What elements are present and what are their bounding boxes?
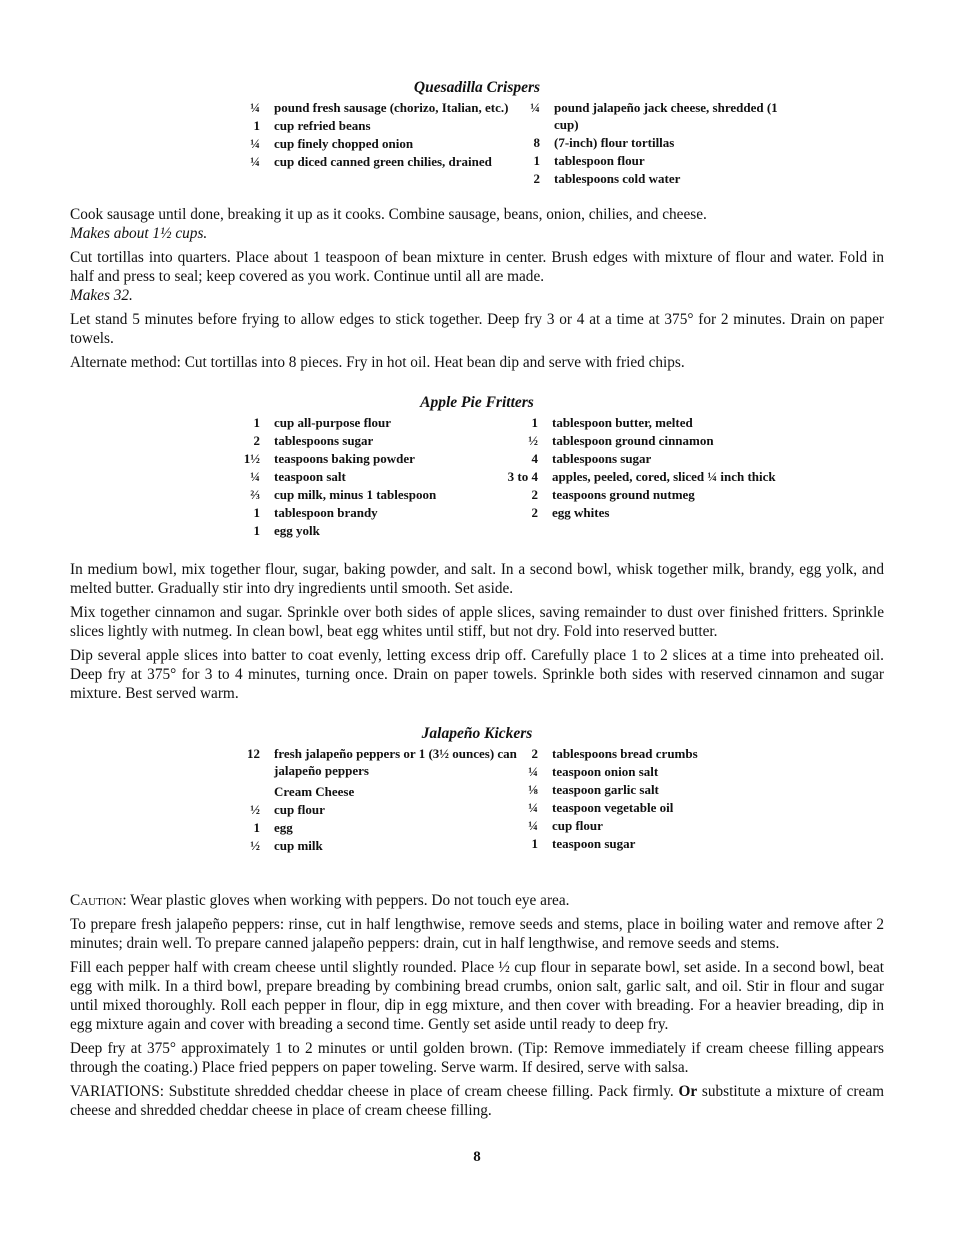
ingredient-quantity: ¼ (530, 100, 540, 115)
ingredient-item (498, 764, 798, 781)
instruction-text: Dip several apple slices into batter to coat evenly, letting excess drip off. Carefully place 1 to 2 slices at a time into preheated oil. Deep fry at 375° for 3 to 4 minutes, turning once. Drain on paper towels. Sprinkle both sides with reserved cinnamon and sugar mixture. Best served warm. (70, 647, 884, 702)
ingredient-text: cup all-purpose flour (274, 415, 392, 430)
variations-paragraph (70, 1082, 884, 1120)
ingredient-text: teaspoon vegetable oil (552, 800, 674, 815)
recipe-jalapeno-kickers (70, 724, 885, 1119)
ingredient-text: tablespoon ground cinnamon (552, 433, 714, 448)
ingredient-quantity: 2 (531, 746, 538, 761)
caution-label: Caution: (70, 892, 127, 909)
ingredient-item (498, 487, 798, 504)
instruction-paragraph (70, 603, 884, 641)
ingredient-text: teaspoons ground nutmeg (552, 487, 695, 502)
ingredient-column-right (500, 100, 800, 189)
ingredient-text: teaspoon salt (274, 469, 346, 484)
ingredient-item (220, 820, 520, 837)
ingredient-text: cup finely chopped onion (274, 136, 414, 151)
ingredient-text: (7-inch) flour tortillas (554, 134, 675, 150)
instruction-text: To prepare fresh jalapeño peppers: rinse, cut in half lengthwise, remove seeds and stems, place in boiling water and remove after 2 minutes; drain well. To prepare canned jalapeño peppers: drain, cut in half lengthwise, and remove seeds and stems. (70, 916, 884, 952)
ingredient-item (220, 433, 520, 450)
ingredient-item (220, 451, 520, 468)
ingredient-quantity: ¼ (528, 818, 538, 833)
instruction-text: Cook sausage until done, breaking it up as it cooks. Combine sausage, beans, onion, chilies, and cheese. (70, 206, 707, 223)
instruction-paragraph (70, 560, 884, 598)
instruction-text: Mix together cinnamon and sugar. Sprinkle over both sides of apple slices, saving remainder to dust over finished fritters. Sprinkle slices lightly with nutmeg. In clean bowl, beat egg whites until stiff, but not dry. Fold into reserved butter. (70, 604, 884, 640)
ingredient-list (70, 100, 884, 218)
instruction-text: Fill each pepper half with cream cheese until slightly rounded. Place ½ cup flour in separate bowl, set aside. In a second bowl, beat egg with milk. In a third bowl, prepare breading by combining bread crumbs, onion salt, garlic salt, and oil. Stir in flour and sugar until mixed thoroughly. Roll each pepper in flour, dip in egg mixture, and then cover with breading. For a heavier breading, dip in egg mixture again and cover with breading a second time. Gently set aside until ready to deep fry. (70, 959, 884, 1033)
ingredient-column-left (220, 746, 520, 856)
instruction-paragraph (70, 205, 884, 243)
ingredient-text: pound jalapeño jack cheese, shredded (1 cup) (554, 100, 778, 132)
ingredient-item (220, 118, 520, 135)
ingredient-text: tablespoons bread crumbs (552, 746, 698, 761)
instructions (70, 891, 884, 1125)
ingredient-quantity: ½ (250, 838, 260, 853)
ingredient-column-right (498, 746, 798, 854)
recipe-title: Jalapeño Kickers (421, 725, 533, 742)
ingredient-item (498, 505, 798, 522)
ingredient-text: cup flour (274, 802, 325, 817)
ingredient-quantity: ½ (528, 433, 538, 448)
yield-note: Makes 32. (70, 287, 133, 304)
ingredient-item (498, 469, 798, 486)
ingredient-quantity: ¼ (250, 154, 260, 169)
ingredient-item (498, 800, 798, 817)
ingredient-text: cup refried beans (274, 118, 371, 133)
recipe-title: Apple Pie Fritters (420, 394, 534, 411)
yield-note: Makes about 1½ cups. (70, 225, 208, 242)
ingredient-item (220, 100, 520, 117)
ingredient-quantity: 8 (533, 134, 540, 150)
ingredient-item (220, 154, 520, 171)
ingredient-quantity: 1 (253, 820, 260, 835)
instruction-paragraph (70, 646, 884, 703)
instructions (70, 560, 884, 708)
recipe-quesadilla-crispers (70, 78, 884, 371)
ingredient-item (498, 746, 798, 763)
ingredient-item (498, 433, 798, 450)
ingredient-list (70, 415, 884, 565)
ingredient-text: tablespoon brandy (274, 505, 378, 520)
ingredient-text: teaspoon garlic salt (552, 782, 659, 797)
ingredient-item (220, 415, 520, 432)
instruction-text: Deep fry at 375° approximately 1 to 2 minutes or until golden brown. (Tip: Remove immediately if cream cheese filling appears through the coating.) Place fried peppers on paper toweling. Serve warm. If desired, serve with salsa. (70, 1040, 884, 1076)
instruction-paragraph (70, 915, 884, 953)
ingredient-item (498, 836, 798, 853)
instruction-paragraph (70, 353, 884, 372)
instruction-text: Let stand 5 minutes before frying to allow edges to stick together. Deep fry 3 or 4 at a time at 375° for 2 minutes. Drain on paper towels. (70, 311, 884, 347)
ingredient-text: egg (274, 820, 293, 835)
recipe-title: Quesadilla Crispers (413, 79, 541, 96)
ingredient-quantity: 1 (253, 505, 260, 520)
ingredient-item (500, 100, 800, 133)
ingredient-text: tablespoons sugar (274, 433, 374, 448)
ingredient-list (70, 746, 884, 896)
ingredient-column-left (220, 415, 520, 541)
ingredient-quantity: ¼ (528, 800, 538, 815)
ingredient-item (220, 136, 520, 153)
ingredient-quantity: 1½ (243, 451, 260, 466)
ingredient-quantity: 1 (253, 118, 260, 133)
instruction-paragraph (70, 1039, 884, 1077)
ingredient-text: tablespoon butter, melted (552, 415, 693, 430)
ingredient-text: tablespoons sugar (552, 451, 652, 466)
ingredient-item (220, 487, 520, 504)
ingredient-text: egg yolk (274, 523, 320, 538)
caution-text: Wear plastic gloves when working with peppers. Do not touch eye area. (126, 892, 570, 909)
ingredient-text: fresh jalapeño peppers or 1 (3½ ounces) can jalapeño peppers (274, 746, 517, 778)
ingredient-quantity: 1 (253, 523, 260, 538)
ingredient-text: tablespoons cold water (554, 170, 681, 186)
ingredient-item (220, 784, 520, 801)
ingredient-item (220, 505, 520, 522)
instruction-paragraph (70, 310, 884, 348)
ingredient-quantity: 2 (531, 487, 538, 502)
variations-text: substitute a mixture of cream cheese and shredded cheddar cheese in place of cream cheese filling. (70, 1083, 885, 1119)
ingredient-quantity: ⅛ (528, 782, 538, 797)
ingredient-text: egg whites (552, 505, 610, 520)
ingredient-quantity: 1 (253, 415, 260, 430)
instruction-text: Alternate method: Cut tortillas into 8 pieces. Fry in hot oil. Heat bean dip and serve with fried chips. (70, 354, 685, 371)
instructions (70, 205, 884, 377)
ingredient-quantity: ¼ (250, 469, 260, 484)
ingredient-quantity: 2 (253, 433, 260, 448)
ingredient-item (498, 782, 798, 799)
caution-paragraph (70, 891, 884, 910)
ingredient-text: cup flour (552, 818, 603, 833)
ingredient-quantity: ¼ (250, 136, 260, 151)
ingredient-text: cup milk, minus 1 tablespoon (274, 487, 437, 502)
ingredient-item (220, 469, 520, 486)
ingredient-item (500, 153, 800, 170)
ingredient-quantity: 12 (247, 746, 260, 761)
ingredient-text: teaspoons baking powder (274, 451, 415, 466)
ingredient-text: Cream Cheese (274, 784, 355, 799)
ingredient-quantity: 2 (531, 505, 538, 520)
ingredient-item (220, 838, 520, 855)
variations-text: VARIATIONS: Substitute shredded cheddar cheese in place of cream cheese filling. Pack firmly. (70, 1083, 679, 1100)
ingredient-text: teaspoon onion salt (552, 764, 659, 779)
ingredient-text: tablespoon flour (554, 152, 645, 168)
ingredient-item (220, 746, 520, 779)
ingredient-column-left (220, 100, 520, 172)
ingredient-item (220, 802, 520, 819)
ingredient-item (498, 818, 798, 835)
ingredient-text: teaspoon sugar (552, 836, 636, 851)
ingredient-quantity: ¼ (528, 764, 538, 779)
instruction-text: Cut tortillas into quarters. Place about 1 teaspoon of bean mixture in center. Brush edges with mixture of flour and water. Fold in half and press to seal; keep covered as you work. Continue until all are made. (70, 249, 884, 285)
ingredient-item (498, 415, 798, 432)
ingredient-item (500, 171, 800, 188)
recipe-apple-pie-fritters (70, 393, 884, 702)
ingredient-column-right (498, 415, 798, 523)
ingredient-item (500, 135, 800, 152)
ingredient-item (220, 523, 520, 540)
ingredient-text: cup milk (274, 838, 323, 853)
instruction-paragraph (70, 248, 884, 305)
ingredient-quantity: 2 (533, 170, 540, 186)
ingredient-item (498, 451, 798, 468)
ingredient-quantity: 3 to 4 (507, 469, 538, 484)
variations-or: Or (678, 1083, 698, 1100)
ingredient-text: cup diced canned green chilies, drained (274, 154, 492, 169)
ingredient-quantity: 1 (531, 836, 538, 851)
ingredient-quantity (220, 784, 274, 801)
ingredient-quantity: 1 (531, 415, 538, 430)
ingredient-quantity: ½ (250, 802, 260, 817)
ingredient-text: pound fresh sausage (chorizo, Italian, etc.) (274, 100, 509, 115)
ingredient-text: apples, peeled, cored, sliced ¼ inch thick (552, 469, 776, 484)
ingredient-quantity: ⅔ (250, 487, 260, 502)
ingredient-quantity: 4 (531, 451, 538, 466)
ingredient-quantity: ¼ (250, 100, 260, 115)
ingredient-quantity: 1 (533, 152, 540, 168)
instruction-paragraph (70, 958, 884, 1034)
page-number: 8 (473, 1149, 481, 1165)
instruction-text: In medium bowl, mix together flour, sugar, baking powder, and salt. In a second bowl, whisk together milk, brandy, egg yolk, and melted butter. Gradually stir into dry ingredients until smooth. Set aside. (70, 561, 884, 597)
